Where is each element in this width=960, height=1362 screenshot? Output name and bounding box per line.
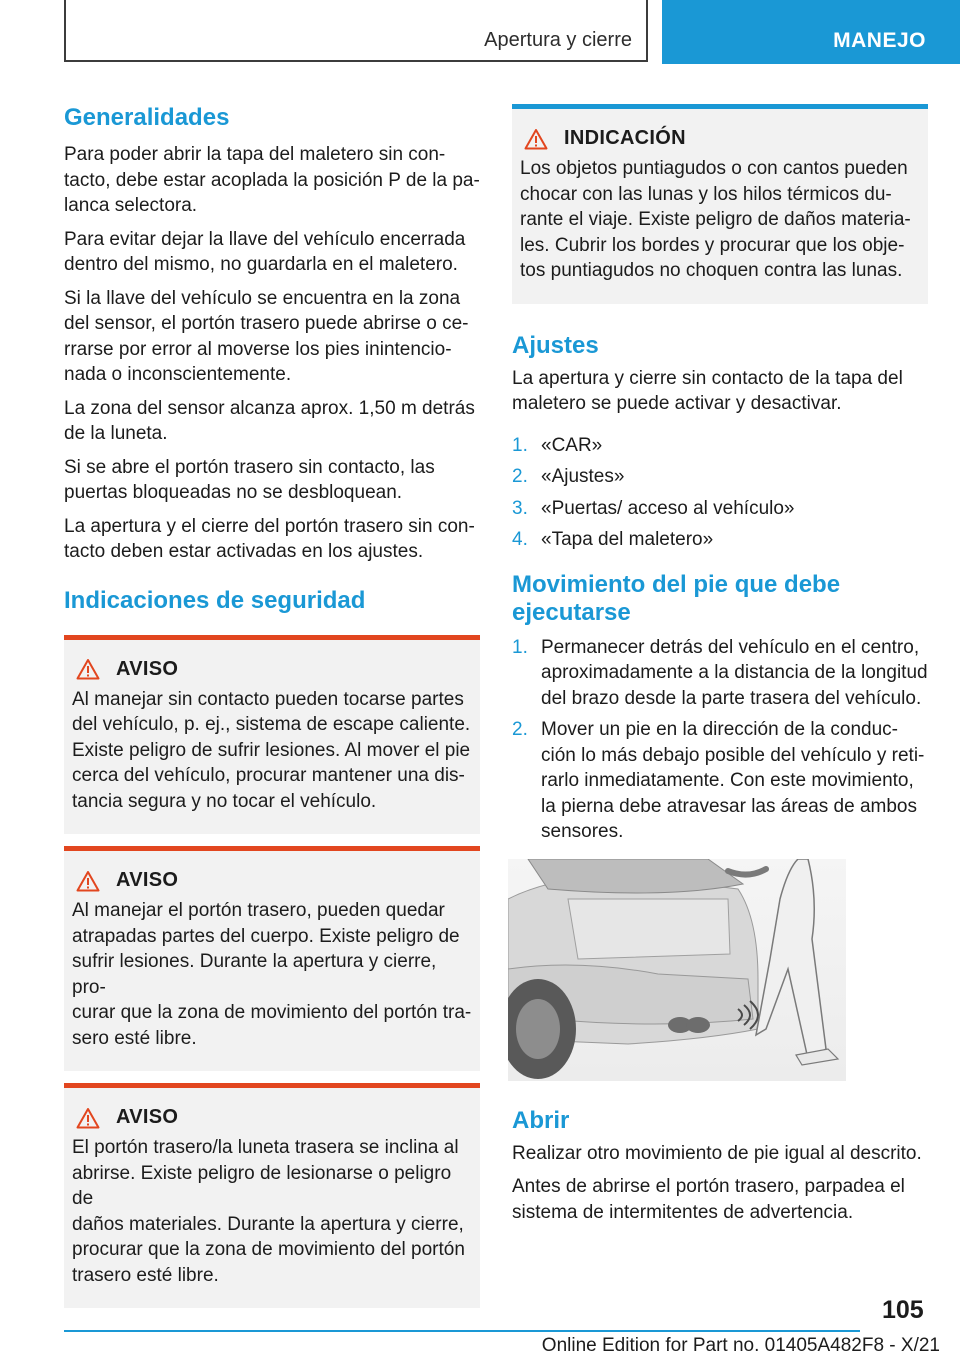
warning-triangle-icon — [76, 870, 100, 892]
warning-title: AVISO — [116, 869, 179, 891]
list-item: 2. Mover un pie en la dirección de la conduc- ción lo más debajo posible del vehículo y reti- rarlo inmediatamente. Con este movimiento, la pierna debe atravesar las áreas de ambos sensores. — [512, 719, 925, 842]
warning-title: AVISO — [116, 1106, 179, 1128]
warning-text: Al manejar sin contacto pueden tocarse partes del vehículo, p. ej., sistema de escape caliente. Existe peligro de sufrir lesiones. Al mover el pie cerca del vehículo, procurar mantener una dis- tancia segura y no tocar el vehículo. — [72, 688, 471, 812]
settings-steps — [512, 433, 928, 553]
paragraph: Para evitar dejar la llave del vehículo encerrada dentro del mismo, no guardarla en el maletero. — [64, 228, 466, 275]
paragraph: La apertura y el cierre del portón trasero sin con- tacto deben estar activadas en los ajustes. — [64, 515, 475, 562]
paragraph: La zona del sensor alcanza aprox. 1,50 m detrás de la luneta. — [64, 397, 475, 444]
page-number: 105 — [882, 1296, 924, 1324]
heading-abrir: Abrir — [512, 1106, 570, 1134]
warning-triangle-icon — [76, 1107, 100, 1129]
illustration-foot-movement — [508, 859, 846, 1081]
paragraph: Antes de abrirse el portón trasero, parpadea el sistema de intermitentes de advertencia. — [512, 1176, 905, 1223]
right-column — [512, 104, 928, 1233]
warning-title: AVISO — [116, 657, 179, 680]
warning-triangle-icon — [524, 128, 548, 150]
list-item: 1. Permanecer detrás del vehículo en el centro, aproximadamente a la distancia de la longitud del brazo desde la parte trasera del vehículo. — [512, 636, 928, 709]
section-title: Apertura y cierre — [484, 29, 632, 51]
list-item: 3. «Puertas/ acceso al vehículo» — [512, 497, 795, 519]
heading-movimiento-pie: Movimiento del pie que debe ejecutarse — [512, 570, 841, 626]
paragraph: Si se abre el portón trasero sin contacto, las puertas bloqueadas no se desbloquean. — [64, 456, 435, 503]
warning-triangle-icon — [76, 658, 100, 680]
footer-edition: Online Edition for Part no. 01405A482F8 - X/21 — [541, 1335, 940, 1356]
warning-box — [64, 846, 480, 1071]
list-item: 4. «Tapa del maletero» — [512, 529, 714, 550]
paragraph: Si la llave del vehículo se encuentra en la zona del sensor, el portón trasero puede abrirse o ce- rrarse por error al moverse los pies inintencio- nada o inconscientemente. — [64, 287, 469, 385]
info-title: INDICACIÓN — [564, 127, 686, 149]
movement-steps — [512, 635, 928, 845]
heading-indicaciones-seguridad: Indicaciones de seguridad — [64, 586, 366, 614]
list-item: 2. «Ajustes» — [512, 466, 625, 487]
paragraph: La apertura y cierre sin contacto de la tapa del maletero se puede activar y desactivar. — [512, 367, 903, 414]
warning-text: El portón trasero/la luneta trasera se inclina al abrirse. Existe peligro de lesionarse o peligro de daños materiales. Durante la apertura y cierre, procurar que la zona de movimiento del portón trasero esté libre. — [72, 1137, 465, 1286]
heading-generalidades: Generalidades — [64, 104, 230, 131]
left-column — [64, 104, 480, 1320]
info-text: Los objetos puntiagudos o con cantos pueden chocar con las lunas y los hilos térmicos du- rante el viaje. Existe peligro de daños materia- les. Cubrir los bordes y procurar que los obje- tos puntiagudos no choquen contra las lunas. — [520, 158, 911, 281]
warning-box — [64, 1083, 480, 1308]
header-section-tab — [64, 0, 648, 62]
warning-text: Al manejar el portón trasero, pueden quedar atrapadas partes del cuerpo. Existe peligro de sufrir lesiones. Durante la apertura y cierre, pro- curar que la zona de movimiento del portón tra- sero esté libre. — [72, 900, 472, 1049]
warning-box — [64, 635, 480, 835]
car-rear-illustration — [508, 859, 846, 1081]
chapter-title: MANEJO — [833, 29, 926, 52]
paragraph: Para poder abrir la tapa del maletero sin con- tacto, debe estar acoplada la posición P de la pa- lanca selectora. — [64, 144, 480, 216]
paragraph: Realizar otro movimiento de pie igual al descrito. — [512, 1142, 922, 1164]
list-item: 1. «CAR» — [512, 434, 603, 456]
header-chapter-tab — [662, 0, 960, 64]
heading-ajustes: Ajustes — [512, 331, 599, 359]
info-box — [512, 104, 928, 304]
footer-rule — [64, 1330, 860, 1332]
